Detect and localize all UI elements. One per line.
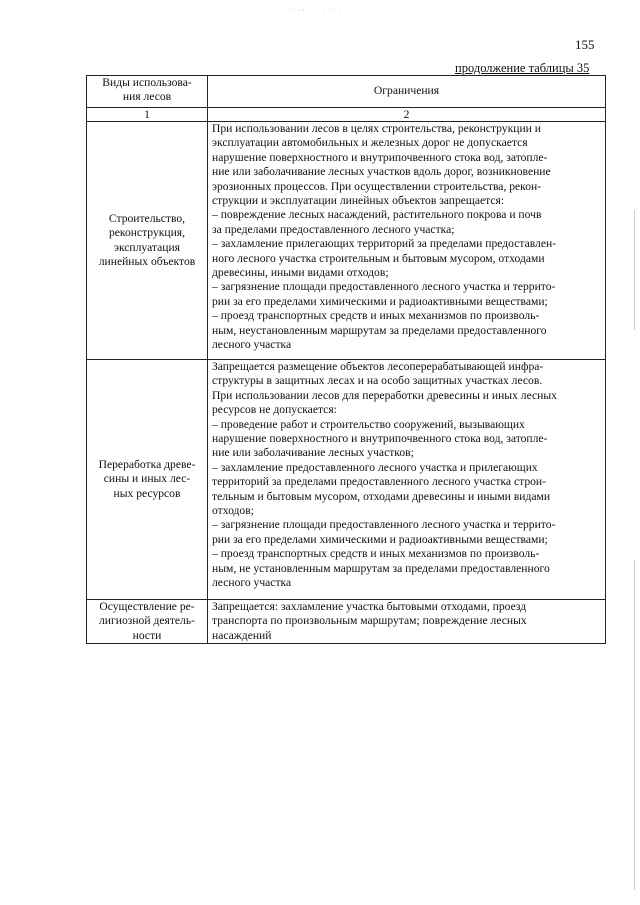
- restriction-line: лесного участка: [212, 576, 292, 590]
- restriction-line: – проведение работ и строительство сооружений, вызывающих: [212, 417, 525, 431]
- restriction-line: – проезд транспортных средств и иных механизмов по произволь-: [212, 547, 540, 561]
- restriction-line: – загрязнение площади предоставленного лесного участка и террито-: [212, 518, 556, 532]
- restriction-line: эксплуатации автомобильных и железных дорог не допускается: [212, 136, 528, 150]
- category-line: Строительство,: [108, 211, 186, 225]
- header-forest-use-types: [87, 76, 208, 108]
- restriction-line: эрозионных процессов. При осуществлении строительства, рекон-: [212, 179, 542, 193]
- category-line: линейных объектов: [98, 254, 196, 268]
- restriction-line: за пределами предоставленного лесного участка;: [212, 222, 455, 236]
- restriction-line: Запрещается: захламление участка бытовыми отходами, проезд: [212, 600, 527, 613]
- restriction-line: ние или заболачивание лесных участков вдоль дорог, возникновение: [212, 165, 551, 179]
- restriction-line: рии за его пределами химическими и радиоактивными веществами;: [212, 294, 548, 308]
- column-number: 1: [87, 108, 208, 122]
- restriction-line: струкции и эксплуатации линейных объектов запрещается:: [212, 194, 505, 208]
- category-line: сины и иных лес-: [103, 472, 191, 486]
- forest-use-category: [87, 360, 208, 600]
- restriction-line: – повреждение лесных насаждений, растительного покрова и почв: [212, 208, 542, 222]
- restriction-line: территорий за пределами предоставленного лесного участка строи-: [212, 475, 546, 489]
- restriction-line: – проезд транспортных средств и иных механизмов по произволь-: [212, 309, 540, 323]
- restriction-line: Запрещается размещение объектов лесоперерабатывающей инфра-: [212, 360, 544, 373]
- restriction-line: насаждений: [212, 628, 272, 642]
- restriction-line: транспорта по произвольным маршрутам; повреждение лесных: [212, 614, 527, 628]
- table-continuation-caption: продолжение таблицы 35: [455, 61, 590, 75]
- table-body: [87, 122, 606, 644]
- restriction-line: лесного участка: [212, 338, 292, 352]
- column-number: 2: [208, 108, 606, 122]
- restrictions-table: [86, 75, 606, 644]
- header-line: Виды использова-: [102, 76, 192, 89]
- category-line: эксплуатация: [113, 240, 181, 254]
- restriction-line: ние или заболачивание лесных участков;: [212, 446, 414, 460]
- restriction-line: отходов;: [212, 504, 254, 518]
- restriction-line: ного лесного участка строительным и бытовым мусором, отходами: [212, 251, 545, 265]
- category-line: ности: [132, 628, 162, 642]
- restriction-line: ресурсов не допускается:: [212, 403, 337, 417]
- scan-edge-line: [634, 210, 635, 330]
- restriction-line: структуры в защитных лесах и на особо защитных участках лесов.: [212, 374, 543, 388]
- header-line: ния лесов: [122, 90, 172, 104]
- category-line: реконструкция,: [108, 226, 186, 240]
- header-restrictions: Ограничения: [208, 76, 606, 108]
- category-line: ных ресурсов: [113, 486, 181, 500]
- restriction-line: – захламление предоставленного лесного участка и прилегающих: [212, 460, 538, 474]
- category-line: лигиозной деятель-: [99, 614, 195, 628]
- forest-use-category: [87, 600, 208, 644]
- restriction-line: – загрязнение площади предоставленного лесного участка и террито-: [212, 280, 556, 294]
- restriction-line: древесины, иными видами отходов;: [212, 266, 389, 280]
- table-row: [87, 122, 606, 360]
- restriction-line: При использовании лесов в целях строительства, реконструкции и: [212, 122, 541, 135]
- restriction-line: тельным и бытовым мусором, отходами древесины и иными видами: [212, 489, 551, 503]
- restriction-line: рии за его пределами химическими и радиоактивными веществами;: [212, 532, 548, 546]
- restriction-line: ным, неустановленным маршрутам за пределами предоставленного: [212, 323, 547, 337]
- restriction-text: [208, 122, 606, 360]
- restriction-line: нарушение поверхностного и внутрипочвенного стока вод, затопле-: [212, 432, 548, 446]
- forest-use-category: [87, 122, 208, 360]
- category-line: Осуществление ре-: [99, 600, 195, 613]
- restriction-text: [208, 360, 606, 600]
- restriction-line: При использовании лесов для переработки древесины и иных лесных: [212, 388, 557, 402]
- restriction-text: [208, 600, 606, 644]
- page-number: 155: [575, 37, 595, 52]
- restriction-line: – захламление прилегающих территорий за пределами предоставлен-: [212, 237, 557, 251]
- restriction-line: нарушение поверхностного и внутрипочвенного стока вод, затопле-: [212, 150, 548, 164]
- restriction-line: ным, не установленным маршрутам за пределами предоставленного: [212, 561, 550, 575]
- category-line: Переработка древе-: [98, 457, 196, 471]
- scan-edge-line: [634, 560, 635, 890]
- table-row: [87, 600, 606, 644]
- scan-artifact: · ˙ ˙ ·˙ ·· · ˙ · ˙· ·: [268, 6, 343, 15]
- table-row: [87, 360, 606, 600]
